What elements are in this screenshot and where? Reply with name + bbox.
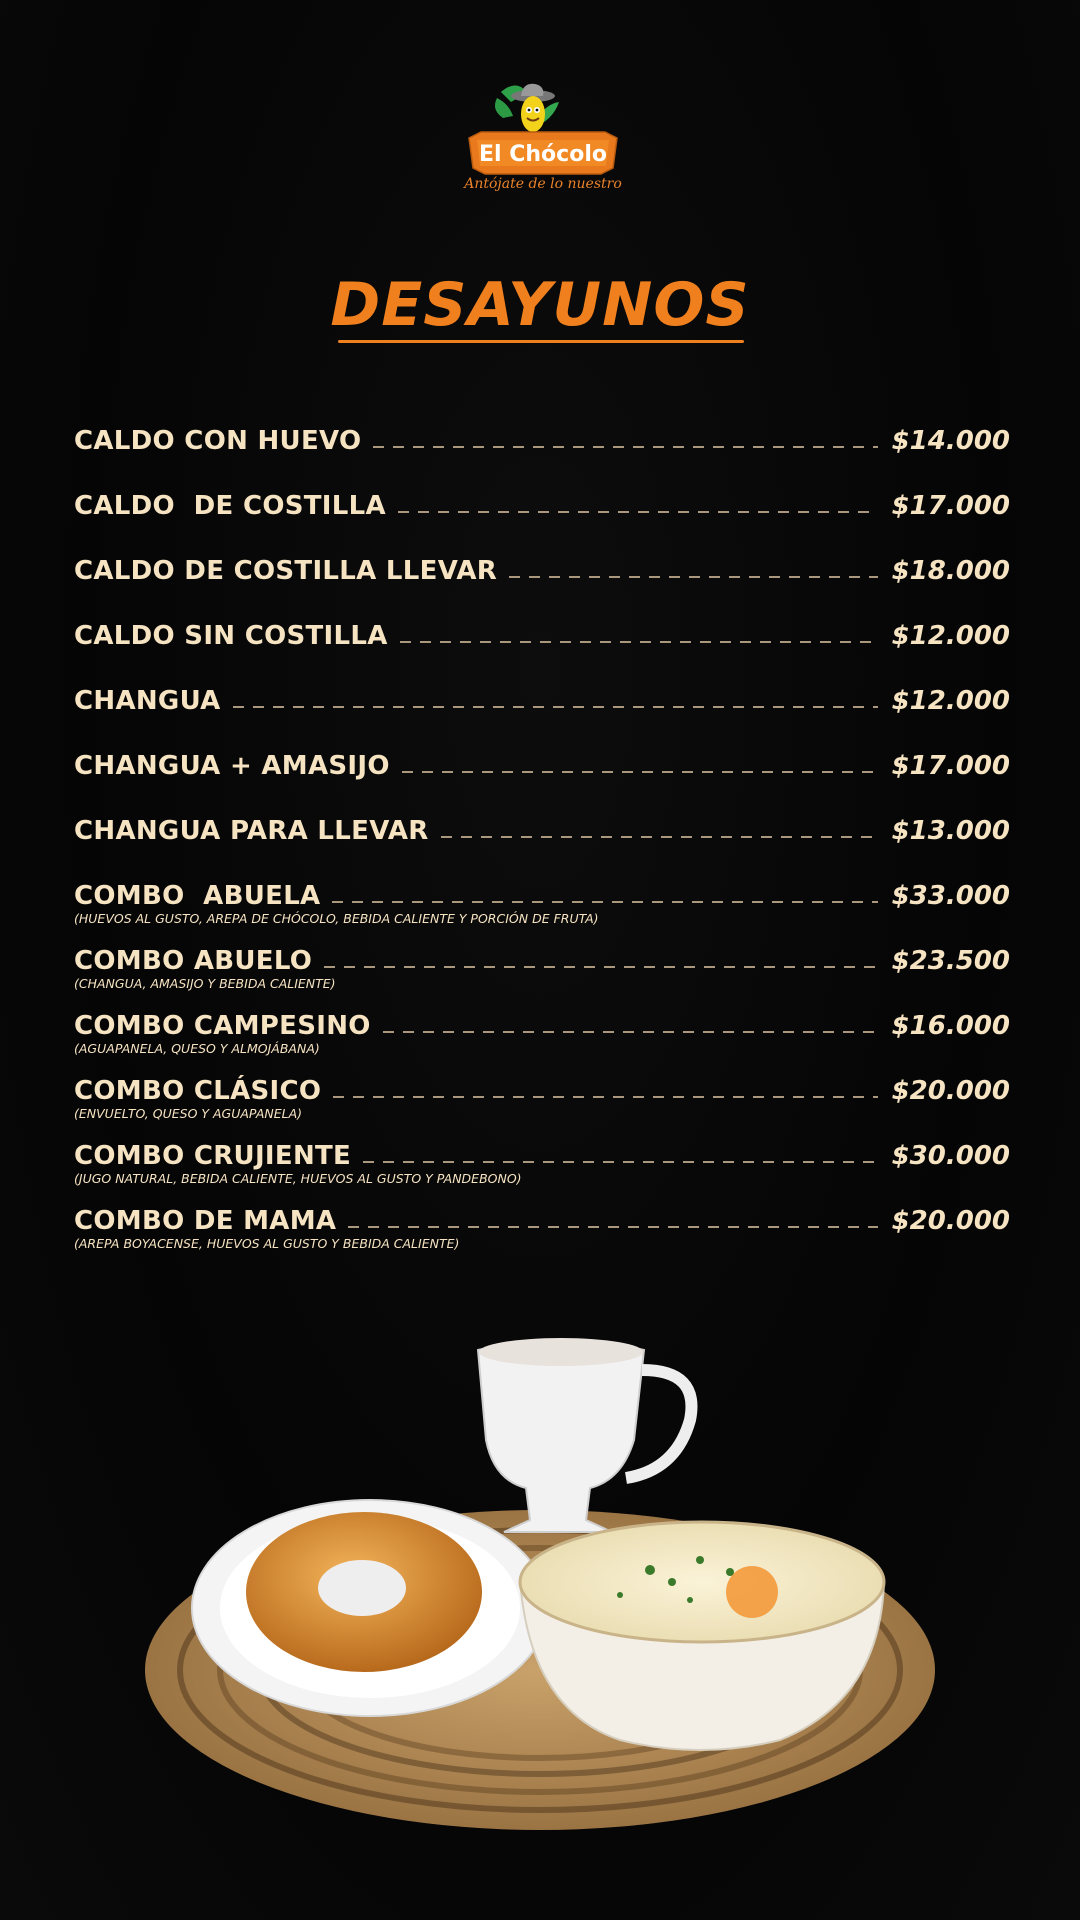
menu-item-price: $17.000 — [891, 491, 1010, 521]
menu-item-price: $12.000 — [891, 621, 1010, 651]
menu-item-description: (CHANGUA, AMASIJO Y BEBIDA CALIENTE) — [74, 976, 336, 991]
menu-item-price: $16.000 — [891, 1011, 1010, 1041]
menu-item-row — [74, 1198, 1010, 1236]
menu-item-price: $20.000 — [891, 1076, 1010, 1106]
menu-item — [74, 548, 1010, 610]
menu-item-row — [74, 548, 1010, 586]
menu-item — [74, 873, 1010, 935]
dotted-leader — [363, 1161, 878, 1163]
menu-item-price: $20.000 — [891, 1206, 1010, 1236]
menu-item — [74, 678, 1010, 740]
brand-tagline: Antójate de lo nuestro — [464, 176, 622, 192]
page-title: DESAYUNOS — [330, 270, 750, 340]
brand-name: El Chócolo — [479, 142, 607, 167]
title-underline — [338, 340, 744, 343]
menu-item — [74, 483, 1010, 545]
dotted-leader — [398, 511, 878, 513]
menu-item-description: (JUGO NATURAL, BEBIDA CALIENTE, HUEVOS AL GUSTO Y PANDEBONO) — [74, 1171, 522, 1186]
menu-item-row — [74, 1068, 1010, 1106]
dotted-leader — [332, 901, 878, 903]
menu-item-price: $23.500 — [891, 946, 1010, 976]
menu-item — [74, 808, 1010, 870]
dotted-leader — [348, 1226, 878, 1228]
menu-item-row — [74, 873, 1010, 911]
dotted-leader — [333, 1096, 878, 1098]
menu-item-row — [74, 743, 1010, 781]
dotted-leader — [373, 446, 878, 448]
menu-item-name: COMBO CAMPESINO — [74, 1011, 371, 1041]
menu-item-price: $18.000 — [891, 556, 1010, 586]
menu-item-price: $14.000 — [891, 426, 1010, 456]
menu-item-name: COMBO CRUJIENTE — [74, 1141, 352, 1171]
dotted-leader — [441, 836, 878, 838]
menu-item-row — [74, 1003, 1010, 1041]
menu-item-name: COMBO ABUELA — [74, 881, 321, 911]
menu-item-description: (HUEVOS AL GUSTO, AREPA DE CHÓCOLO, BEBIDA CALIENTE Y PORCIÓN DE FRUTA) — [74, 911, 599, 926]
menu-item-price: $12.000 — [891, 686, 1010, 716]
dotted-leader — [233, 706, 878, 708]
menu-item-price: $33.000 — [891, 881, 1010, 911]
menu-item — [74, 743, 1010, 805]
menu-item-name: CALDO DE COSTILLA LLEVAR — [74, 556, 498, 586]
menu-item-price: $30.000 — [891, 1141, 1010, 1171]
menu-item-name: CHANGUA + AMASIJO — [74, 751, 390, 781]
menu-item-description: (AGUAPANELA, QUESO Y ALMOJÁBANA) — [74, 1041, 320, 1056]
breakfast-photo — [0, 1320, 1080, 1860]
menu-item-row — [74, 678, 1010, 716]
menu-item — [74, 1068, 1010, 1130]
dotted-leader — [383, 1031, 878, 1033]
menu-item-name: COMBO ABUELO — [74, 946, 313, 976]
menu-item — [74, 1133, 1010, 1195]
menu-item-description: (ENVUELTO, QUESO Y AGUAPANELA) — [74, 1106, 303, 1121]
menu-item-name: COMBO CLÁSICO — [74, 1076, 322, 1106]
menu-item — [74, 1003, 1010, 1065]
menu-item-price: $13.000 — [891, 816, 1010, 846]
dotted-leader — [324, 966, 878, 968]
dotted-leader — [402, 771, 878, 773]
menu-item — [74, 1198, 1010, 1260]
menu-item-price: $17.000 — [891, 751, 1010, 781]
menu-item-name: CHANGUA PARA LLEVAR — [74, 816, 429, 846]
dotted-leader — [400, 641, 878, 643]
menu-item — [74, 613, 1010, 675]
brand-logo — [463, 80, 623, 200]
menu-item-row — [74, 613, 1010, 651]
menu-item-name: CHANGUA — [74, 686, 221, 716]
menu-item — [74, 938, 1010, 1000]
dotted-leader — [509, 576, 878, 578]
menu-item-row — [74, 808, 1010, 846]
menu-item-row — [74, 418, 1010, 456]
menu-item-name: CALDO CON HUEVO — [74, 426, 362, 456]
menu-item-row — [74, 938, 1010, 976]
menu-item-name: CALDO SIN COSTILLA — [74, 621, 388, 651]
menu-item — [74, 418, 1010, 480]
menu-item-name: COMBO DE MAMA — [74, 1206, 337, 1236]
menu-item-description: (AREPA BOYACENSE, HUEVOS AL GUSTO Y BEBIDA CALIENTE) — [74, 1236, 460, 1251]
menu-item-name: CALDO DE COSTILLA — [74, 491, 386, 521]
menu-item-row — [74, 1133, 1010, 1171]
menu-item-row — [74, 483, 1010, 521]
